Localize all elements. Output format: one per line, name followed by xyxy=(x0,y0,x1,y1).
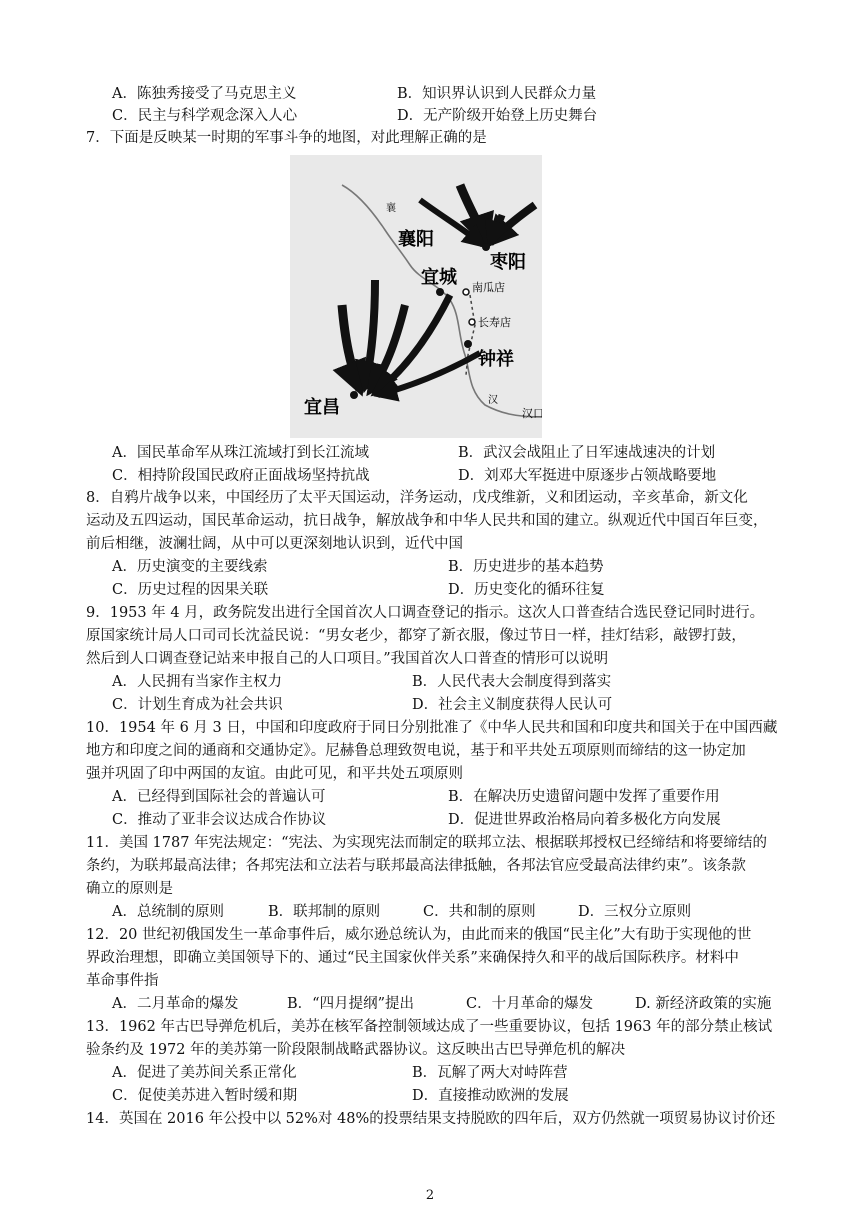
q12-option-b: B．“四月提纲”提出 xyxy=(287,996,414,1012)
q8-line-1: 8．自鸦片战争以来，中国经历了太平天国运动，洋务运动，戊戌维新，义和团运动，辛亥革命，新文化 xyxy=(86,490,748,506)
q9-line-3: 然后到人口调查登记站来申报自己的人口项目。”我国首次人口普查的情形可以说明 xyxy=(86,651,609,667)
q9-option-c: C．计划生育成为社会共识 xyxy=(112,697,283,713)
q13-line-2: 验条约及 1972 年的美苏第一阶段限制战略武器协议。这反映出古巴导弹危机的解决 xyxy=(86,1042,626,1058)
q6-option-c: C．民主与科学观念深入人心 xyxy=(112,108,298,124)
city-dot-changshoudian xyxy=(469,319,475,325)
label-hankou: 汉口 xyxy=(522,407,542,420)
q11-option-c: C．共和制的原则 xyxy=(423,904,536,920)
q12-option-a: A．二月革命的爆发 xyxy=(112,996,239,1012)
q11-line-1: 11．美国 1787 年宪法规定：“宪法、为实现宪法而制定的联邦立法、根据联邦授权已经缔结和将要缔结的 xyxy=(86,835,767,851)
q9-option-d: D．社会主义制度获得人民认可 xyxy=(412,697,613,713)
q13-option-b: B．瓦解了两大对峙阵营 xyxy=(412,1065,568,1081)
q9-line-2: 原国家统计局人口司司长沈益民说：“男女老少，都穿了新衣服，像过节日一样，挂灯结彩，敲锣打鼓， xyxy=(86,628,746,644)
q7-option-d: D．刘邓大军挺进中原逐步占领战略要地 xyxy=(458,468,717,484)
city-dot-nanguadian xyxy=(463,289,469,295)
arrow xyxy=(375,295,450,393)
q8-option-d: D．历史变化的循环往复 xyxy=(448,582,605,598)
q8-line-3: 前后相继，波澜壮阔，从中可以更深刻地认识到，近代中国 xyxy=(86,536,463,552)
label-xiangyang: 襄阳 xyxy=(398,229,434,250)
q12-line-1: 12．20 世纪初俄国发生一革命事件后，威尔逊总统认为，由此而来的俄国“民主化”大有助于实现他的世 xyxy=(86,927,752,943)
q10-option-d: D．促进世界政治格局向着多极化方向发展 xyxy=(448,812,721,828)
q7-option-c: C．相持阶段国民政府正面战场坚持抗战 xyxy=(112,468,370,484)
q10-line-3: 强并巩固了印中两国的友谊。由此可见，和平共处五项原则 xyxy=(86,766,463,782)
q9-option-a: A．人民拥有当家作主权力 xyxy=(112,674,282,690)
q7-option-b: B．武汉会战阻止了日军速战速决的计划 xyxy=(458,445,716,461)
q11-option-a: A．总统制的原则 xyxy=(112,904,224,920)
q12-line-2: 界政治理想，即确立美国领导下的、通过“民主国家伙伴关系”来确保持久和平的战后国际秩序。材料中 xyxy=(86,950,739,966)
q13-line-1: 13．1962 年古巴导弹危机后，美苏在核军备控制领域达成了一些重要协议，包括 1963 年的部分禁止核试 xyxy=(86,1019,773,1035)
label-han-river: 汉 xyxy=(488,395,498,406)
q11-option-d: D．三权分立原则 xyxy=(578,904,692,920)
q13-option-c: C．促使美苏进入暂时缓和期 xyxy=(112,1088,298,1104)
q6-option-a: A．陈独秀接受了马克思主义 xyxy=(112,86,297,102)
label-xiang-river: 襄 xyxy=(386,203,396,214)
q8-option-b: B．历史进步的基本趋势 xyxy=(448,559,604,575)
q12-option-c: C．十月革命的爆发 xyxy=(466,996,594,1012)
q13-option-d: D．直接推动欧洲的发展 xyxy=(412,1088,569,1104)
q10-option-c: C．推动了亚非会议达成合作协议 xyxy=(112,812,327,828)
q8-line-2: 运动及五四运动，国民革命运动，抗日战争，解放战争和中华人民共和国的建立。纵观近代中国百年巨变， xyxy=(86,513,768,529)
q12-option-d: D. 新经济政策的实施 xyxy=(635,996,772,1012)
q14-line-1: 14．英国在 2016 年公投中以 52%对 48%的投票结果支持脱欧的四年后，双方仍然就一项贸易协议讨价还 xyxy=(86,1111,776,1127)
q8-option-c: C．历史过程的因果关联 xyxy=(112,582,269,598)
q6-option-b: B．知识界认识到人民群众力量 xyxy=(397,86,597,102)
city-dot-yichang xyxy=(350,391,358,399)
q13-option-a: A．促进了美苏间关系正常化 xyxy=(112,1065,297,1081)
label-zaoyang: 枣阳 xyxy=(490,252,526,273)
q6-option-d: D．无产阶级开始登上历史舞台 xyxy=(397,108,598,124)
label-zhongxiang: 钟祥 xyxy=(478,349,514,370)
city-dot-zhongxiang xyxy=(464,340,472,348)
label-yicheng: 宜城 xyxy=(421,267,457,288)
arrow xyxy=(365,280,375,387)
q10-option-a: A．已经得到国际社会的普遍认可 xyxy=(112,789,326,805)
q8-option-a: A．历史演变的主要线索 xyxy=(112,559,268,575)
q11-line-2: 条约，为联邦最高法律；各邦宪法和立法若与联邦最高法律抵触，各邦法官应受最高法律约束”。该条款 xyxy=(86,858,746,874)
label-nanguadian: 南瓜店 xyxy=(472,281,505,294)
q7-option-a: A．国民革命军从珠江流域打到长江流域 xyxy=(112,445,369,461)
q12-line-3: 革命事件指 xyxy=(86,973,159,989)
map-graphic xyxy=(290,155,542,438)
q9-option-b: B．人民代表大会制度得到落实 xyxy=(412,674,612,690)
city-dot-yicheng xyxy=(436,288,444,296)
label-changshoudian: 长寿店 xyxy=(478,316,511,329)
q10-option-b: B．在解决历史遗留问题中发挥了重要作用 xyxy=(448,789,720,805)
arrow xyxy=(342,305,360,390)
label-yichang: 宜昌 xyxy=(304,397,340,418)
military-map xyxy=(290,155,542,438)
q11-line-3: 确立的原则是 xyxy=(86,881,173,897)
q9-line-1: 9．1953 年 4 月，政务院发出进行全国首次人口调查登记的指示。这次人口普查结合选民登记同时进行。 xyxy=(86,605,765,621)
q11-option-b: B．联邦制的原则 xyxy=(268,904,381,920)
city-dot-zaoyang xyxy=(482,243,490,251)
q7-stem: 7．下面是反映某一时期的军事斗争的地图，对此理解正确的是 xyxy=(86,130,487,146)
q10-line-2: 地方和印度之间的通商和交通协定》。尼赫鲁总理致贺电说，基于和平共处五项原则而缔结的这一协定加 xyxy=(86,743,746,759)
page-number: 2 xyxy=(425,1188,435,1203)
q10-line-1: 10．1954 年 6 月 3 日，中国和印度政府于同日分别批准了《中华人民共和国和印度共和国关于在中国西藏 xyxy=(86,720,778,736)
